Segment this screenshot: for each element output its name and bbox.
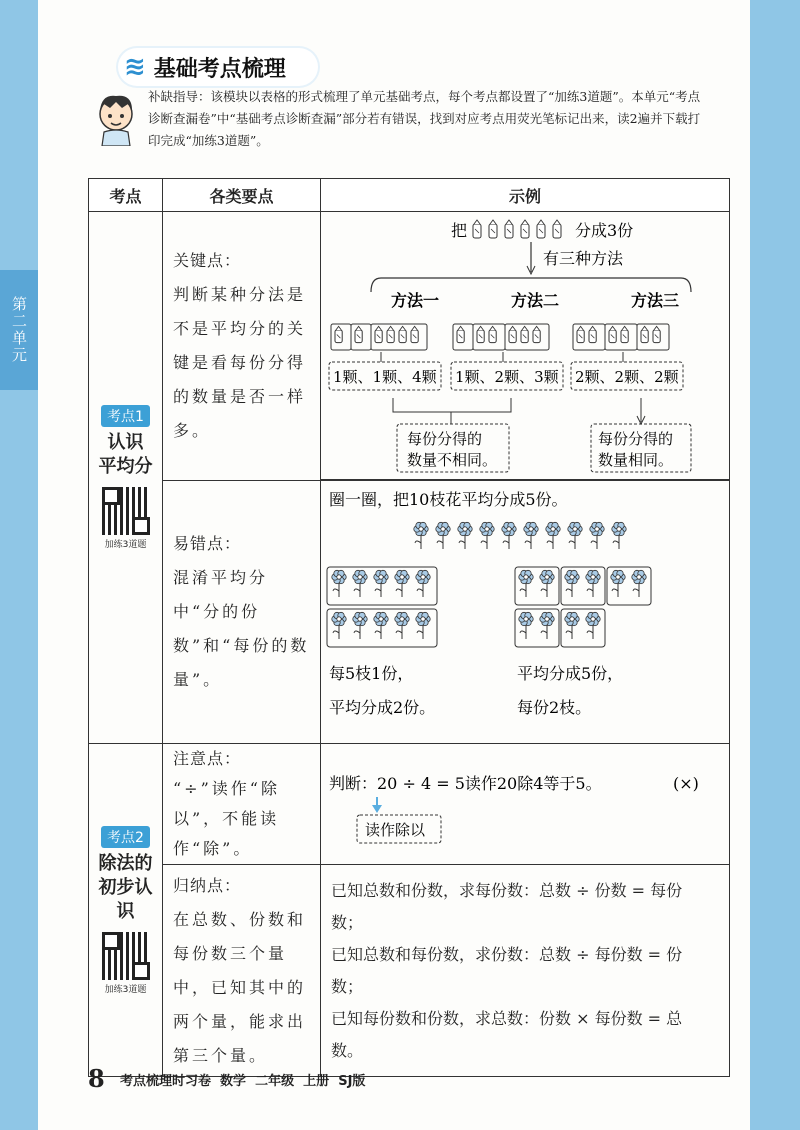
left-caption-2: 平均分成2份。 — [329, 698, 436, 717]
flower-icon — [502, 522, 516, 549]
method-label: 1颗、2颗、3颗 — [455, 368, 559, 386]
flower-icon — [374, 612, 388, 639]
attention-point-cell — [163, 744, 321, 865]
candy-icon — [533, 326, 540, 342]
wave-icon: ≋ — [124, 52, 146, 82]
note-unequal-2: 数量不相同。 — [407, 451, 498, 469]
student-avatar-icon — [92, 90, 140, 146]
candy-icon — [399, 326, 406, 342]
key-point-example — [321, 212, 730, 481]
flower-icon — [519, 570, 533, 597]
error-point-cell — [163, 481, 321, 744]
right-caption-2: 每份2枝。 — [517, 698, 592, 717]
left-caption-1: 每5枝1份， — [329, 664, 414, 683]
flower-icon — [586, 570, 600, 597]
qr-caption: 加练3道题 — [104, 540, 147, 550]
kaodian2-name-2: 初步认 — [98, 876, 153, 898]
col-header-kaodian: 考点 — [89, 179, 163, 212]
note-equal-1: 每份分得的 — [598, 430, 674, 448]
judge-text: 判断：20 ÷ 4 = 5读作20除4等于5。 — [329, 774, 602, 793]
summary-point-text: 在总数、份数和每份数三个量中，已知其中的两个量，能求出第三个量。 — [173, 909, 307, 1065]
kaodian1-badge: 考点1 — [101, 405, 150, 427]
key-point-head: 关键点： — [173, 251, 242, 270]
knowledge-table — [88, 178, 730, 1077]
page-number: 8 — [88, 1064, 105, 1093]
method-label: 1颗、1颗、4颗 — [333, 368, 437, 386]
flower-icon — [374, 570, 388, 597]
kaodian1-name-2: 平均分 — [98, 456, 153, 477]
intro-right: 分成3份 — [575, 221, 634, 240]
candy-icon — [577, 326, 584, 342]
flower-icon — [416, 570, 430, 597]
candy-icon — [505, 220, 513, 238]
method-3-name: 方法三 — [631, 291, 680, 310]
candy-icon — [473, 220, 481, 238]
candy-icon — [489, 326, 496, 342]
flower-icon — [590, 522, 604, 549]
method-1-name: 方法一 — [391, 291, 440, 310]
qr-caption-2: 加练3道题 — [104, 984, 147, 995]
flower-icon — [353, 570, 367, 597]
flower-icon — [540, 570, 554, 597]
summary-point-head: 归纳点： — [173, 875, 242, 895]
summary-point-example — [321, 865, 730, 1077]
candy-icon — [553, 220, 561, 238]
intro-left: 把 — [451, 221, 468, 240]
flower-icon — [586, 612, 600, 639]
right-caption-1: 平均分成5份， — [517, 664, 624, 683]
method-2-name: 方法二 — [511, 291, 560, 310]
flower-icon — [414, 522, 428, 549]
kaodian2-name-3: 识 — [116, 900, 135, 922]
qr-code[interactable] — [102, 487, 150, 535]
flower-icon — [524, 522, 538, 549]
summary-line: 数； — [331, 912, 364, 932]
key-point-text: 判断某种分法是不是平均分的关键是看每份分得的数量是否一样多。 — [173, 285, 307, 440]
unit-side-tab: 第二单元 — [0, 270, 38, 390]
summary-line: 已知总数和份数，求每份数：总数 ÷ 份数 = 每份 — [331, 880, 683, 900]
candy-icon — [457, 326, 464, 342]
flower-icon — [436, 522, 450, 549]
book-info: 考点梳理时习卷 数学 二年级 上册 SJ版 — [120, 1074, 366, 1089]
error-point-text: 混淆平均分中“分的份数”和“每份的数量”。 — [173, 568, 310, 689]
note-unequal-1: 每份分得的 — [407, 430, 483, 448]
candy-icon — [653, 326, 660, 342]
kaodian2-name-1: 除法的 — [98, 852, 153, 874]
flower-icon — [332, 570, 346, 597]
candy-icon — [375, 326, 382, 342]
flower-icon — [632, 570, 646, 597]
candy-icon — [589, 326, 596, 342]
note-equal-2: 数量相同。 — [598, 451, 674, 469]
flower-icon — [458, 522, 472, 549]
attention-point-head: 注意点： — [173, 749, 242, 768]
flower-icon — [395, 570, 409, 597]
summary-line: 数； — [331, 976, 364, 996]
section-title-text: 基础考点梳理 — [153, 56, 286, 82]
candy-icon — [609, 326, 616, 342]
kaodian2-cell — [89, 744, 163, 1077]
candy-icon — [509, 326, 516, 342]
flower-icon — [416, 612, 430, 639]
summary-point-cell — [163, 865, 321, 1077]
section-title — [118, 48, 318, 86]
kaodian1-name-1: 认识 — [107, 432, 144, 453]
kaodian2-badge: 考点2 — [101, 826, 150, 848]
flower-icon — [395, 612, 409, 639]
flower-task: 圈一圈，把10枝花平均分成5份。 — [329, 490, 568, 509]
flower-icon — [612, 522, 626, 549]
candy-icon — [521, 220, 529, 238]
flower-icon — [546, 522, 560, 549]
candy-icon — [335, 326, 342, 342]
flower-icon — [611, 570, 625, 597]
candy-icon — [537, 220, 545, 238]
summary-line: 已知总数和每份数，求份数：总数 ÷ 每份数 = 份 — [331, 944, 683, 964]
flower-icon — [332, 612, 346, 639]
candy-icon — [641, 326, 648, 342]
flower-icon — [568, 522, 582, 549]
candy-icon — [411, 326, 418, 342]
judge-mark: (×) — [673, 774, 699, 793]
flower-icon — [565, 612, 579, 639]
branch-text: 有三种方法 — [543, 249, 624, 268]
candy-icon — [621, 326, 628, 342]
candy-icon — [489, 220, 497, 238]
col-header-example: 示例 — [321, 179, 730, 212]
kaodian1-cell — [89, 212, 163, 744]
col-header-points: 各类要点 — [163, 179, 321, 212]
candy-icon — [521, 326, 528, 342]
method-label: 2颗、2颗、2颗 — [575, 368, 679, 386]
qr-code-2[interactable] — [102, 932, 150, 980]
flower-icon — [353, 612, 367, 639]
correction-text: 读作除以 — [365, 821, 426, 839]
attention-point-example — [321, 744, 730, 865]
flower-icon — [480, 522, 494, 549]
flower-icon — [540, 612, 554, 639]
summary-line: 数。 — [331, 1040, 364, 1060]
flower-icon — [565, 570, 579, 597]
candy-icon — [355, 326, 362, 342]
candy-icon — [387, 326, 394, 342]
candy-icon — [477, 326, 484, 342]
error-point-example — [321, 481, 730, 744]
key-point-cell — [163, 212, 321, 481]
attention-point-text: “÷”读作“除以”，不能读作“除”。 — [173, 779, 280, 858]
guide-text: 补缺指导：该模块以表格的形式梳理了单元基础考点，每个考点都设置了“加练3道题”。本单元“考点诊断查漏卷”中“基础考点诊断查漏”部分若有错误，找到对应考点用荧光笔标记出来，读2遍并下载打印完成“加练3道题”。 — [148, 89, 701, 148]
flower-icon — [519, 612, 533, 639]
summary-line: 已知每份数和份数，求总数：份数 × 每份数 = 总 — [331, 1008, 683, 1028]
error-point-head: 易错点： — [173, 534, 242, 553]
